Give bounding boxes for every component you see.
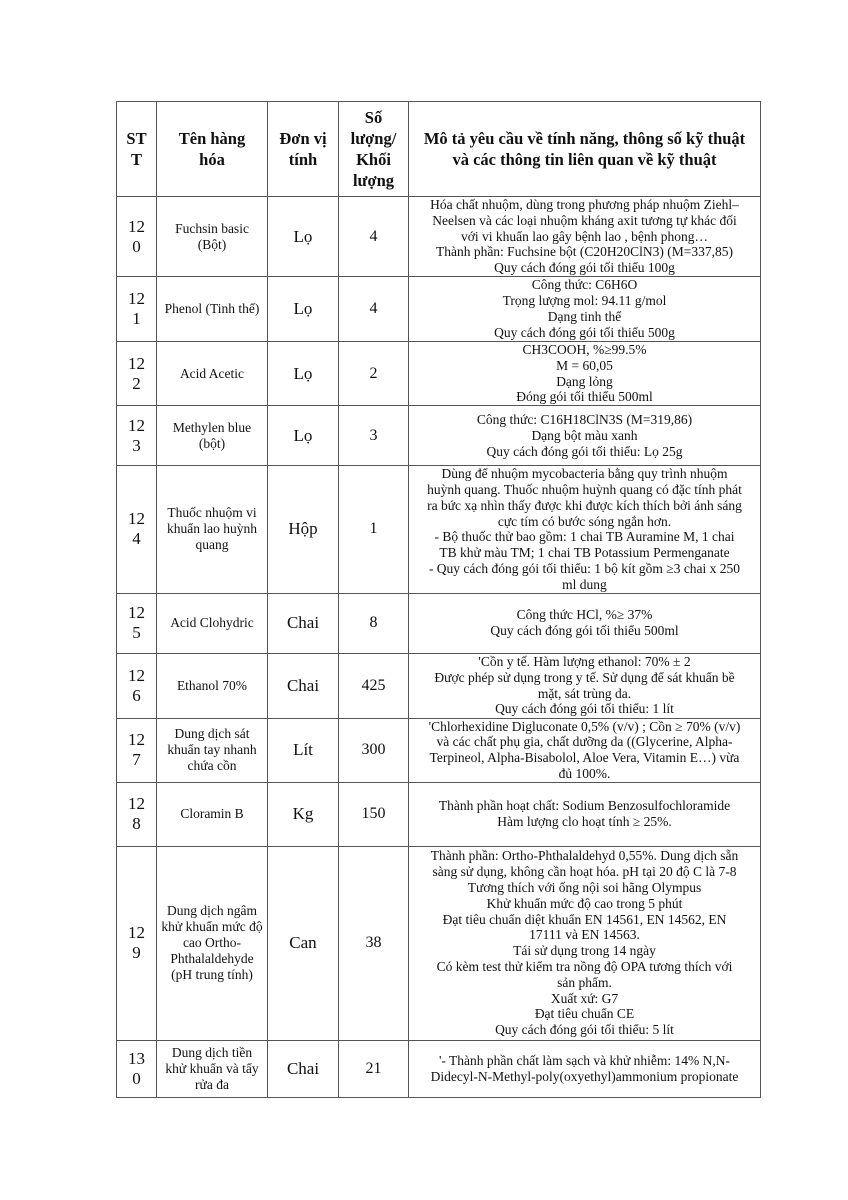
row-stt-part: 12	[128, 794, 145, 814]
row-stt-part: 3	[132, 435, 141, 455]
row-quantity: 3	[339, 406, 409, 466]
description-line: Quy cách đóng gói tối thiểu 500g	[494, 324, 675, 340]
row-unit: Chai	[268, 653, 339, 718]
description-line: Công thức: C16H18ClN3S (M=319,86)	[476, 411, 693, 427]
row-item-name: Acid Clohydric	[157, 593, 268, 653]
row-item-name: Dung dịch sát khuẩn tay nhanh chứa cồn	[157, 718, 268, 782]
row-quantity: 38	[339, 846, 409, 1040]
header-stt	[117, 102, 157, 197]
description-line: cực tím có bước sóng ngắn hơn.	[497, 513, 672, 529]
description-line: Có kèm test thử kiểm tra nồng độ OPA tương thích với	[436, 959, 733, 975]
row-description	[409, 593, 761, 653]
header-item-name	[157, 102, 268, 197]
row-unit: Lít	[268, 718, 339, 782]
row-item-name: Cloramin B	[157, 782, 268, 846]
header-unit-line: Đơn vị	[279, 129, 327, 148]
row-stt	[117, 466, 157, 593]
row-stt-part: 4	[132, 529, 141, 549]
row-stt-part: 12	[128, 730, 145, 750]
description-line: Khử khuẩn mức độ cao trong 5 phút	[486, 895, 683, 911]
description-line: Đạt tiêu chuẩn diệt khuẩn EN 14561, EN 14562, EN	[442, 911, 727, 927]
row-unit: Lọ	[268, 342, 339, 406]
row-stt-part: 8	[132, 814, 141, 834]
header-unit	[268, 102, 339, 197]
header-unit-line: tính	[288, 150, 318, 169]
description-line: - Bộ thuốc thử bao gồm: 1 chai TB Auramine M, 1 chai	[434, 529, 735, 545]
description-line: Đạt tiêu chuẩn CE	[534, 1006, 635, 1022]
description-line: Didecyl-N-Methyl-poly(oxyethyl)ammonium propionate	[430, 1068, 739, 1084]
row-stt-part: 7	[132, 750, 141, 770]
row-item-name: Thuốc nhuộm vi khuẩn lao huỳnh quang	[157, 466, 268, 593]
row-stt-part: 6	[132, 685, 141, 705]
row-description	[409, 197, 761, 277]
description-line: Đóng gói tối thiểu 500ml	[516, 389, 653, 405]
row-unit: Hộp	[268, 466, 339, 593]
description-line: huỳnh quang. Thuốc nhuộm huỳnh quang có đặc tính phát	[427, 481, 742, 497]
row-stt-part: 13	[128, 1048, 145, 1068]
row-stt-part: 9	[132, 943, 141, 963]
row-stt-part: 12	[128, 665, 145, 685]
row-description	[409, 782, 761, 846]
description-line: Quy cách đóng gói tối thiểu 500ml	[490, 623, 679, 639]
description-line: Dạng tinh thể	[547, 309, 622, 324]
row-unit: Lọ	[268, 197, 339, 277]
description-line: CH3COOH, %≥99.5%	[522, 342, 647, 357]
row-item-name: Dung dịch tiền khử khuẩn và tẩy rửa đa	[157, 1040, 268, 1097]
description-line: với vi khuẩn lao gây bệnh lao , bệnh phong…	[460, 228, 709, 244]
row-unit: Chai	[268, 1040, 339, 1097]
description-line: đủ 100%.	[558, 765, 611, 781]
row-stt-part: 12	[128, 923, 145, 943]
table-row	[117, 197, 761, 277]
table-row	[117, 846, 761, 1040]
description-line: Quy cách đóng gói tối thiểu: Lọ 25g	[486, 443, 683, 459]
row-stt	[117, 277, 157, 342]
row-quantity: 1	[339, 466, 409, 593]
header-quantity	[339, 102, 409, 197]
header-qty-line: lượng/	[350, 129, 397, 148]
description-line: Hàm lượng clo hoạt tính ≥ 25%.	[497, 814, 672, 830]
row-quantity: 4	[339, 197, 409, 277]
row-stt	[117, 718, 157, 782]
row-unit: Lọ	[268, 406, 339, 466]
specification-table	[116, 101, 761, 1098]
row-unit: Lọ	[268, 277, 339, 342]
header-qty-line: lượng	[352, 171, 395, 190]
row-item-name: Methylen blue (bột)	[157, 406, 268, 466]
row-stt-part: 0	[132, 1068, 141, 1088]
description-line: Tái sử dụng trong 14 ngày	[513, 943, 656, 959]
row-stt-part: 5	[132, 623, 141, 643]
row-unit: Kg	[268, 782, 339, 846]
header-stt-line: ST	[126, 129, 147, 148]
row-quantity: 8	[339, 593, 409, 653]
row-stt-part: 1	[132, 309, 141, 328]
table-row	[117, 593, 761, 653]
header-desc-line: và các thông tin liên quan về kỹ thuật	[452, 150, 717, 169]
row-stt-part: 12	[128, 216, 145, 236]
description-line: Quy cách đóng gói tối thiểu 100g	[494, 260, 675, 276]
description-line: '- Thành phần chất làm sạch và khử nhiễm: 14% N,N-	[438, 1052, 731, 1068]
description-line: Công thức HCl, %≥ 37%	[516, 607, 653, 623]
description-line: sàng sử dụng, không cần hoạt hóa. pH tại 20 độ C là 7-8	[432, 864, 737, 880]
row-quantity: 300	[339, 718, 409, 782]
row-stt	[117, 197, 157, 277]
row-unit: Can	[268, 846, 339, 1040]
description-line: và các chất phụ gia, chất dưỡng da ((Glycerine, Alpha-	[436, 734, 733, 750]
description-line: - Quy cách đóng gói tối thiểu: 1 bộ kít gồm ≥3 chai x 250	[428, 560, 741, 576]
header-description	[409, 102, 761, 197]
description-line: Trọng lượng mol: 94.11 g/mol	[502, 293, 667, 309]
row-description	[409, 653, 761, 718]
row-stt	[117, 846, 157, 1040]
table-row	[117, 406, 761, 466]
description-line: Xuất xứ: G7	[550, 990, 619, 1006]
row-stt	[117, 593, 157, 653]
row-stt-part: 12	[128, 289, 145, 308]
description-line: Quy cách đóng gói tối thiểu: 1 lít	[495, 701, 674, 717]
row-stt-part: 2	[132, 373, 141, 393]
row-quantity: 425	[339, 653, 409, 718]
description-line: Neelsen và các loại nhuộm kháng axit tương tự khác đối	[432, 212, 737, 228]
description-line: Thành phần: Ortho-Phthalaldehyd 0,55%. Dung dịch sẵn	[430, 848, 739, 864]
row-stt	[117, 406, 157, 466]
row-unit: Chai	[268, 593, 339, 653]
description-line: M = 60,05	[556, 357, 613, 373]
row-item-name: Phenol (Tinh thể)	[157, 277, 268, 342]
row-item-name: Fuchsin basic (Bột)	[157, 197, 268, 277]
row-description	[409, 1040, 761, 1097]
table-row	[117, 1040, 761, 1097]
table-row	[117, 718, 761, 782]
description-line: Terpineol, Alpha-Bisabolol, Aloe Vera, Vitamin E…) vừa	[429, 750, 740, 766]
description-line: 'Chlorhexidine Digluconate 0,5% (v/v) ; Cồn ≥ 70% (v/v)	[428, 718, 741, 734]
row-description	[409, 718, 761, 782]
row-quantity: 21	[339, 1040, 409, 1097]
header-name-line: hóa	[199, 150, 225, 169]
row-item-name: Dung dịch ngâm khử khuẩn mức độ cao Ortho-Phthalaldehyde (pH trung tính)	[157, 846, 268, 1040]
description-line: 'Cồn y tế. Hàm lượng ethanol: 70% ± 2	[478, 653, 691, 669]
table-header-row	[117, 102, 761, 197]
row-stt-part: 12	[128, 603, 145, 623]
description-line: Dạng bột màu xanh	[531, 427, 638, 443]
row-stt-part: 12	[128, 353, 145, 373]
row-quantity: 4	[339, 277, 409, 342]
row-quantity: 2	[339, 342, 409, 406]
row-stt	[117, 653, 157, 718]
table-row	[117, 653, 761, 718]
description-line: Tương thích với ống nội soi hãng Olympus	[467, 880, 702, 896]
header-qty-line: Số	[364, 108, 383, 127]
description-line: Thành phần hoạt chất: Sodium Benzosulfochloramide	[438, 798, 731, 814]
row-description	[409, 406, 761, 466]
description-line: 17111 và EN 14563.	[529, 927, 640, 943]
row-stt	[117, 1040, 157, 1097]
header-stt-line: T	[130, 150, 142, 169]
row-item-name: Ethanol 70%	[157, 653, 268, 718]
description-line: ra bức xạ nhìn thấy được khi được kích thích bởi ánh sáng	[427, 497, 742, 513]
description-line: Thành phần: Fuchsine bột (C20H20ClN3) (M=337,85)	[435, 244, 734, 260]
row-stt-part: 12	[128, 415, 145, 435]
row-stt	[117, 782, 157, 846]
row-stt-part: 0	[132, 236, 141, 256]
description-line: Công thức: C6H6O	[531, 277, 638, 293]
description-line: ml dung	[562, 576, 607, 592]
description-line: Quy cách đóng gói tối thiểu: 5 lít	[495, 1022, 674, 1038]
row-description	[409, 466, 761, 593]
table-row	[117, 342, 761, 406]
table-row	[117, 782, 761, 846]
description-line: Hóa chất nhuộm, dùng trong phương pháp nhuộm Ziehl–	[430, 197, 739, 212]
description-line: Dùng để nhuộm mycobacteria bằng quy trình nhuộm	[441, 466, 728, 482]
row-quantity: 150	[339, 782, 409, 846]
description-line: mặt, sát trùng da.	[537, 685, 632, 701]
table-row	[117, 466, 761, 593]
row-description	[409, 277, 761, 342]
description-line: sản phẩm.	[557, 974, 612, 990]
row-description	[409, 846, 761, 1040]
table-row	[117, 277, 761, 342]
row-item-name: Acid Acetic	[157, 342, 268, 406]
header-name-line: Tên hàng	[178, 129, 246, 148]
table-body	[117, 197, 761, 1098]
description-line: Được phép sử dụng trong y tế. Sử dụng để sát khuẩn bề	[434, 669, 735, 685]
description-line: Dạng lỏng	[556, 373, 613, 389]
description-line: TB khử màu TM; 1 chai TB Potassium Permenganate	[439, 545, 730, 561]
row-stt	[117, 342, 157, 406]
row-stt-part: 12	[128, 509, 145, 529]
row-description	[409, 342, 761, 406]
header-qty-line: Khối	[356, 150, 391, 169]
header-desc-line: Mô tả yêu cầu về tính năng, thông số kỹ thuật	[423, 129, 746, 148]
